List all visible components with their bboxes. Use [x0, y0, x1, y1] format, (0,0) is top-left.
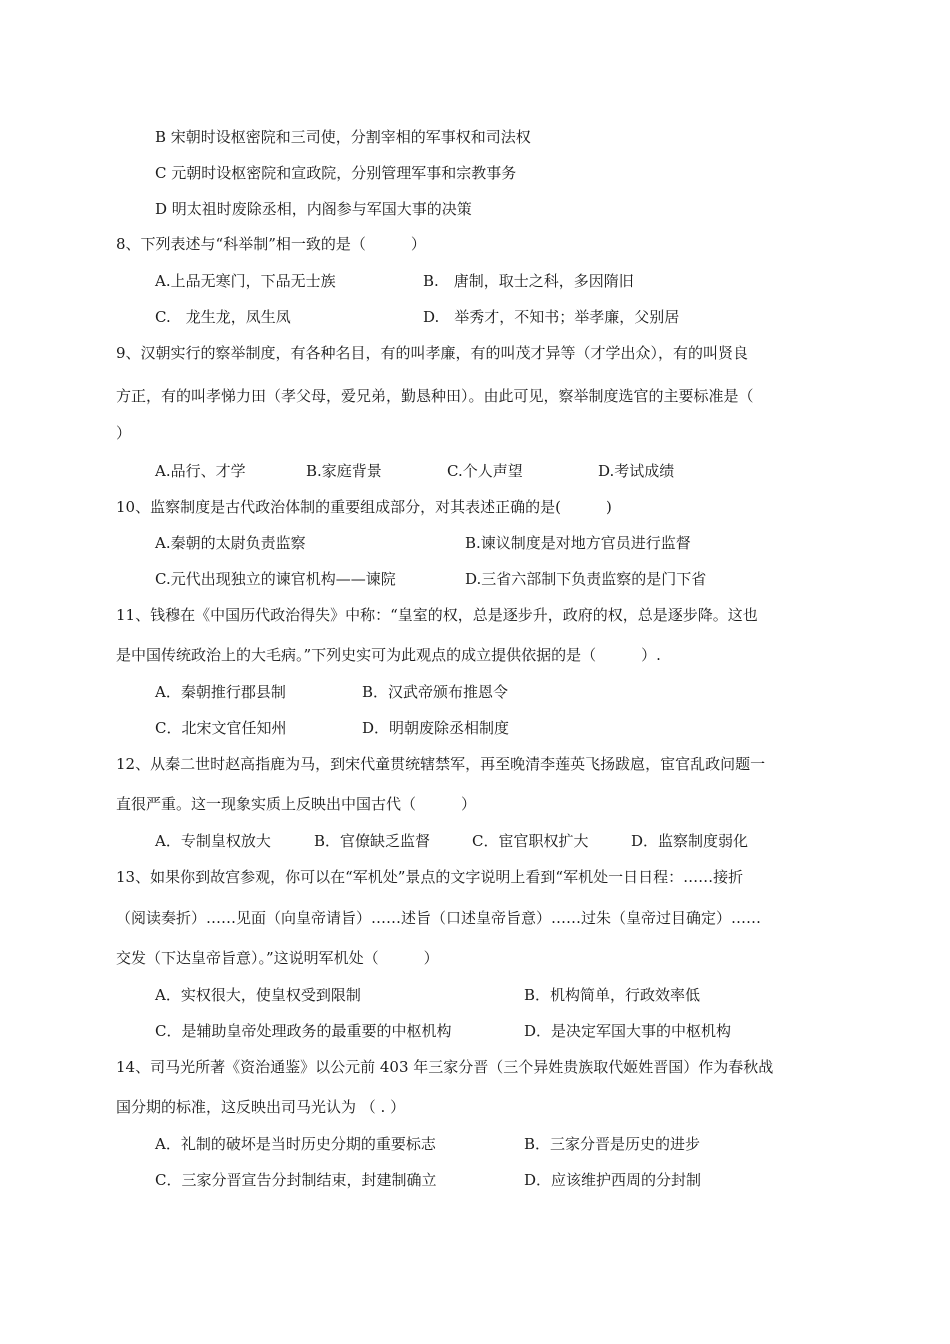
q12-option-b: B．官僚缺乏监督	[314, 832, 431, 850]
q11-option-b: B．汉武帝颁布推恩令	[362, 683, 509, 701]
q8-option-d: D. 举秀才，不知书；举孝廉，父别居	[423, 308, 680, 326]
q9-option-d: D.考试成绩	[598, 462, 675, 480]
q12-option-d: D．监察制度弱化	[631, 832, 749, 850]
q9-stem-line1: 9、汉朝实行的察举制度，有各种名目，有的叫孝廉，有的叫茂才异等（才学出众），有的叫贤良	[116, 344, 749, 362]
q11-option-a: A．秦朝推行郡县制	[155, 683, 286, 701]
q11-stem-line1: 11、钱穆在《中国历代政治得失》中称：“皇室的权，总是逐步升，政府的权，总是逐步降。这也	[116, 606, 758, 624]
q14-stem-line2: 国分期的标准，这反映出司马光认为 （ . ）	[116, 1098, 406, 1116]
q10-option-a: A.秦朝的太尉负责监察	[155, 534, 306, 552]
q11-option-c: C．北宋文官任知州	[155, 719, 287, 737]
q9-option-c: C.个人声望	[447, 462, 523, 480]
q14-option-a: A．礼制的破坏是当时历史分期的重要标志	[155, 1135, 436, 1153]
q12-option-c: C．宦官职权扩大	[472, 832, 589, 850]
q9-stem-line3: ）	[116, 424, 132, 442]
q10-option-c: C.元代出现独立的谏官机构——谏院	[155, 570, 396, 588]
q9-option-b: B.家庭背景	[306, 462, 382, 480]
q9-option-a: A.品行、才学	[155, 462, 246, 480]
q8-option-a: A.上品无寒门，下品无士族	[155, 272, 336, 290]
q10-option-b: B.谏议制度是对地方官员进行监督	[465, 534, 691, 552]
q10-option-d: D.三省六部制下负责监察的是门下省	[465, 570, 707, 588]
q10-stem: 10、监察制度是古代政治体制的重要组成部分，对其表述正确的是( )	[116, 498, 612, 516]
q14-stem-line1: 14、司马光所著《资治通鉴》以公元前 403 年三家分晋（三个异姓贵族取代姬姓晋国）作为春秋战	[116, 1058, 774, 1076]
q14-option-b: B．三家分晋是历史的进步	[524, 1135, 701, 1153]
q12-option-a: A．专制皇权放大	[155, 832, 271, 850]
q13-option-a: A．实权很大，使皇权受到限制	[155, 986, 361, 1004]
q8-option-b: B. 唐制，取士之科，多因隋旧	[423, 272, 634, 290]
q8-option-c: C. 龙生龙，凤生凤	[155, 308, 291, 326]
q11-stem-line2: 是中国传统政治上的大毛病。”下列史实可为此观点的成立提供依据的是（ ）.	[116, 646, 661, 664]
q13-option-d: D．是决定军国大事的中枢机构	[524, 1022, 732, 1040]
q12-stem-line2: 直很严重。这一现象实质上反映出中国古代（ ）	[116, 795, 477, 813]
q13-stem-line2: （阅读奏折）……见面（向皇帝请旨）……述旨（口述皇帝旨意）……过朱（皇帝过目确定）……	[116, 909, 762, 927]
q13-option-c: C．是辅助皇帝处理政务的最重要的中枢机构	[155, 1022, 452, 1040]
q14-option-c: C．三家分晋宣告分封制结束，封建制确立	[155, 1171, 437, 1189]
q13-stem-line1: 13、如果你到故宫参观，你可以在“军机处”景点的文字说明上看到“军机处一日日程：……接折	[116, 868, 744, 886]
q13-stem-line3: 交发（下达皇帝旨意）。”这说明军机处（ ）	[116, 949, 439, 967]
q7-option-c: C 元朝时设枢密院和宣政院，分别管理军事和宗教事务	[155, 164, 517, 182]
q8-stem: 8、下列表述与“科举制”相一致的是（ ）	[116, 235, 426, 253]
q11-option-d: D．明朝废除丞相制度	[362, 719, 510, 737]
q12-stem-line1: 12、从秦二世时赵高指鹿为马，到宋代童贯统辖禁军，再至晚清李莲英飞扬跋扈，宦官乱政问题一	[116, 755, 766, 773]
q7-option-b: B 宋朝时设枢密院和三司使，分割宰相的军事权和司法权	[155, 128, 531, 146]
q14-option-d: D．应该维护西周的分封制	[524, 1171, 702, 1189]
q9-stem-line2: 方正，有的叫孝悌力田（孝父母，爱兄弟，勤恳种田）。由此可见，察举制度选官的主要标准是（	[116, 387, 754, 405]
q13-option-b: B．机构简单，行政效率低	[524, 986, 701, 1004]
q7-option-d: D 明太祖时废除丞相，内阁参与军国大事的决策	[155, 200, 472, 218]
